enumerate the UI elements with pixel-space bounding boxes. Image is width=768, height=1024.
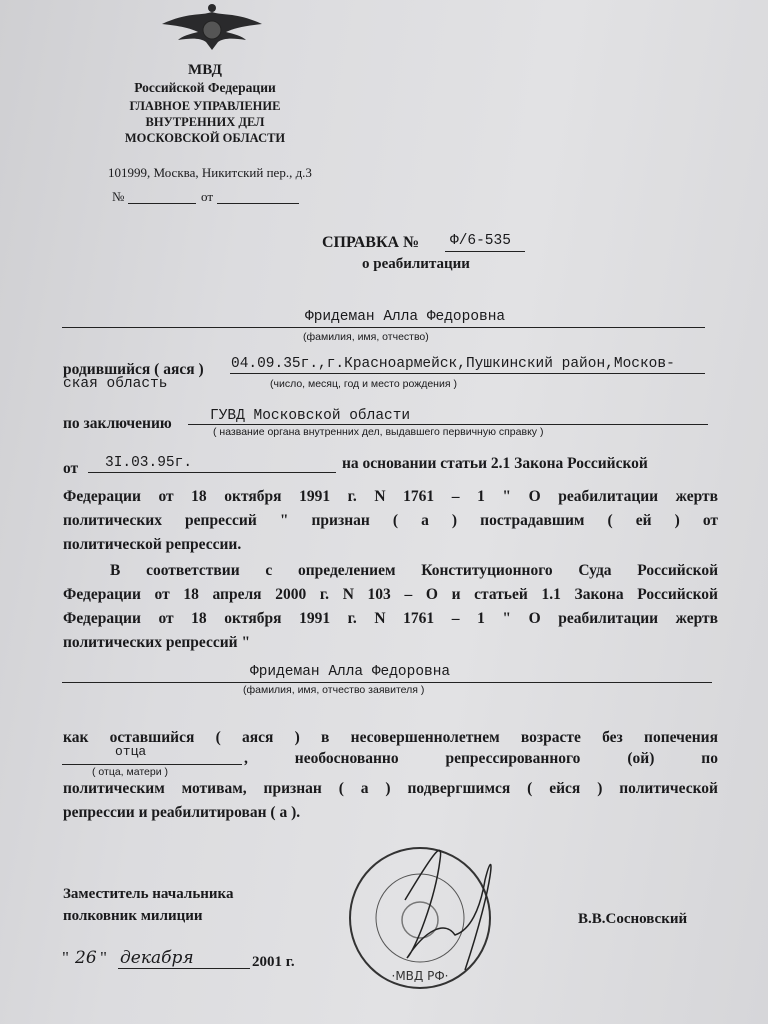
official-stamp [345,840,525,1000]
number-label: № [112,189,125,204]
paragraph3-line1: как оставшийся ( аяся ) в несовершеннолетнем возрасте без попечения [63,729,718,746]
date-month: декабря [120,948,194,968]
paragraph1-line3: политической репрессии. [63,536,242,553]
paragraph1-line1: Федерации от 18 октября 1991 г. N 1761 – 1 " О реабилитации жертв [63,488,718,505]
org-line-5: МОСКОВСКОЙ ОБЛАСТИ [124,131,286,145]
date-year: 2001 г. [252,954,295,970]
paragraph3-line2: , необоснованно репрессированного (ой) по [244,750,718,767]
signer-position-2: полковник милиции [63,908,203,924]
conclusion-value: ГУВД Московской области [210,408,411,424]
applicant-name: Фридеман Алла Федоровна [250,664,451,680]
date-label: от [63,460,79,477]
born-caption: (число, месяц, год и место рождения ) [270,378,457,390]
org-line-3: ГЛАВНОЕ УПРАВЛЕНИЕ [129,99,281,113]
address: 101999, Москва, Никитский пер., д.3 [108,165,312,180]
paragraph2-line3: Федерации от 18 октября 1991 г. N 1761 – 1 " О реабилитации жертв [63,610,718,627]
paragraph1-line2: политических репрессий " признан ( а ) пострадавшим ( ей ) от [63,512,718,529]
from-label: от [201,189,214,204]
date-quote-close: " [100,948,107,967]
conclusion-label: по заключению [63,415,172,432]
date-quote-open: " [62,948,69,967]
conclusion-caption: ( название органа внутренних дел, выдавшего первичную справку ) [213,426,544,438]
born-value: 04.09.35г.,г.Красноармейск,Пушкинский район,Москов- [231,356,675,372]
signer-name: В.В.Сосновский [578,911,688,927]
org-line-4: ВНУТРЕННИХ ДЕЛ [145,115,265,129]
applicant-caption: (фамилия, имя, отчество заявителя ) [243,684,425,696]
born-value-continued: ская область [63,376,168,392]
double-headed-eagle-emblem [160,2,265,52]
svg-text:·МВД РФ·: ·МВД РФ· [391,969,449,983]
paragraph2-line1: В соответствии с определением Конституционного Суда Российской [110,562,718,579]
document-subtitle: о реабилитации [362,256,470,272]
born-label: родившийся ( аяся ) [63,361,204,378]
paragraph3-line4: репрессии и реабилитирован ( а ). [63,804,301,821]
signer-position-1: Заместитель начальника [63,886,234,902]
date-day: 26 [75,948,97,968]
paragraph2-line4: политических репрессий " [63,634,251,651]
person-name: Фридеман Алла Федоровна [305,309,506,325]
org-line-1: МВД [188,62,222,78]
paragraph2-line2: Федерации от 18 апреля 2000 г. N 103 – О и статьей 1.1 Закона Российской [63,586,718,603]
parent-value: отца [115,744,147,759]
basis-text: на основании статьи 2.1 Закона Российской [342,455,648,472]
paragraph3-line3: политическим мотивам, признан ( а ) подвергшимся ( ейся ) политической [63,780,718,797]
document-number: Ф/6-535 [450,233,511,249]
parent-caption: ( отца, матери ) [92,766,168,778]
conclusion-date: 3I.03.95г. [105,455,193,471]
document-title: СПРАВКА № [322,234,420,251]
name-caption: (фамилия, имя, отчество) [303,331,429,343]
org-line-2: Российской Федерации [134,80,276,95]
